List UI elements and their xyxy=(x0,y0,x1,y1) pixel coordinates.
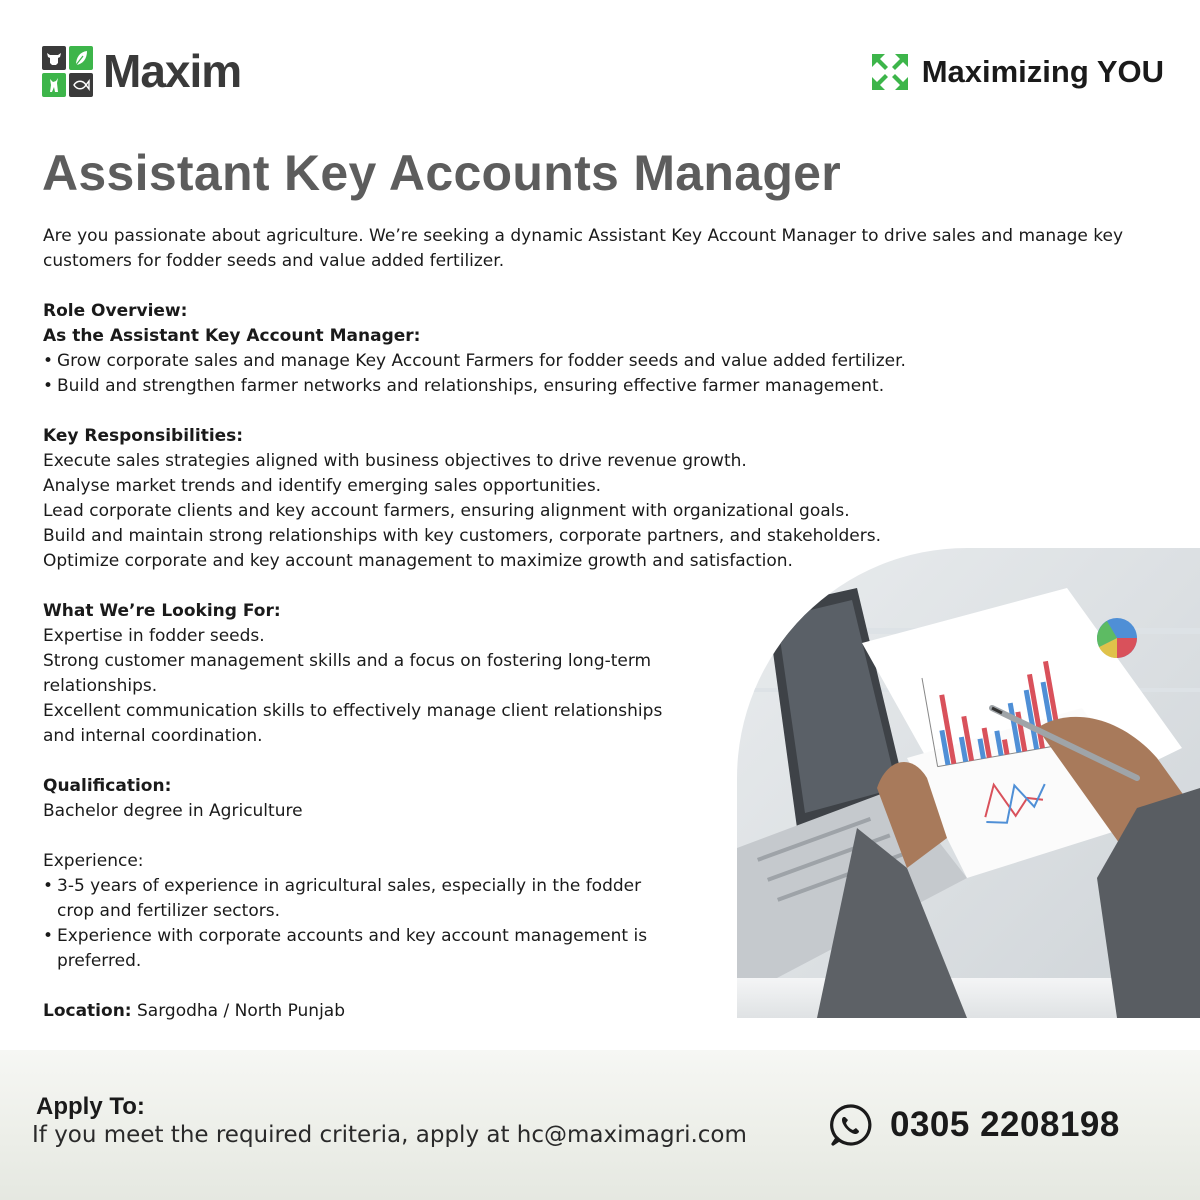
maxim-logo xyxy=(42,44,241,98)
phone-number: 0305 2208198 xyxy=(890,1105,1120,1144)
responsibility-item: Execute sales strategies aligned with business objectives to drive revenue growth. xyxy=(43,451,747,471)
responsibility-item: Analyse market trends and identify emerging sales opportunities. xyxy=(43,476,602,496)
logo-mark xyxy=(42,46,93,97)
location-label: Location: xyxy=(43,1001,132,1021)
looking-for-item: Expertise in fodder seeds. xyxy=(43,626,265,646)
analytics-photo xyxy=(737,548,1200,1018)
tagline-text: Maximizing YOU xyxy=(921,54,1164,89)
brand-name: Maxim xyxy=(103,45,242,97)
whatsapp-icon xyxy=(828,1102,874,1148)
looking-for-heading: What We’re Looking For: xyxy=(43,601,281,621)
role-bullet: • Grow corporate sales and manage Key Account Farmers for fodder seeds and value added fertilizer. xyxy=(43,349,1163,374)
experience-bullet: • 3-5 years of experience in agricultural sales, especially in the fodder crop and fertilizer sectors. xyxy=(43,874,653,924)
job-title: Assistant Key Accounts Manager xyxy=(42,145,842,201)
role-bullet: • Build and strengthen farmer networks and relationships, ensuring effective farmer management. xyxy=(43,374,1163,399)
experience-heading: Experience: xyxy=(43,851,144,871)
cow-icon xyxy=(42,46,66,70)
apply-instructions: If you meet the required criteria, apply at hc@maximagri.com xyxy=(32,1122,747,1148)
responsibilities-heading: Key Responsibilities: xyxy=(43,426,244,446)
qualification-value: Bachelor degree in Agriculture xyxy=(43,801,303,821)
responsibility-item: Lead corporate clients and key account farmers, ensuring alignment with organizational goals. xyxy=(43,501,850,521)
experience-bullet: • Experience with corporate accounts and key account management is preferred. xyxy=(43,924,653,974)
fish-icon xyxy=(69,73,93,97)
qualification-heading: Qualification: xyxy=(43,776,172,796)
role-overview-heading: Role Overview: xyxy=(43,301,188,321)
goat-icon xyxy=(42,73,66,97)
maximize-arrows-icon xyxy=(870,52,910,92)
report-photo-illustration xyxy=(737,548,1200,1018)
location-value: Sargodha / North Punjab xyxy=(131,1001,346,1021)
phone-contact[interactable] xyxy=(828,1102,1120,1148)
tagline xyxy=(870,52,1164,92)
responsibility-item: Build and maintain strong relationships with key customers, corporate partners, and stakeholders. xyxy=(43,526,882,546)
apply-heading: Apply To: xyxy=(36,1093,145,1120)
role-overview-subheading: As the Assistant Key Account Manager: xyxy=(43,326,421,346)
looking-for-item: Strong customer management skills and a focus on fostering long-term relationships. xyxy=(43,651,652,696)
responsibility-item: Optimize corporate and key account management to maximize growth and satisfaction. xyxy=(43,551,793,571)
looking-for-item: Excellent communication skills to effectively manage client relationships and internal coordination. xyxy=(43,701,663,746)
leaf-icon xyxy=(69,46,93,70)
intro-text: Are you passionate about agriculture. We’re seeking a dynamic Assistant Key Account Manager to drive sales and manage key customers for fodder seeds and value added fertilizer. xyxy=(43,226,1124,271)
